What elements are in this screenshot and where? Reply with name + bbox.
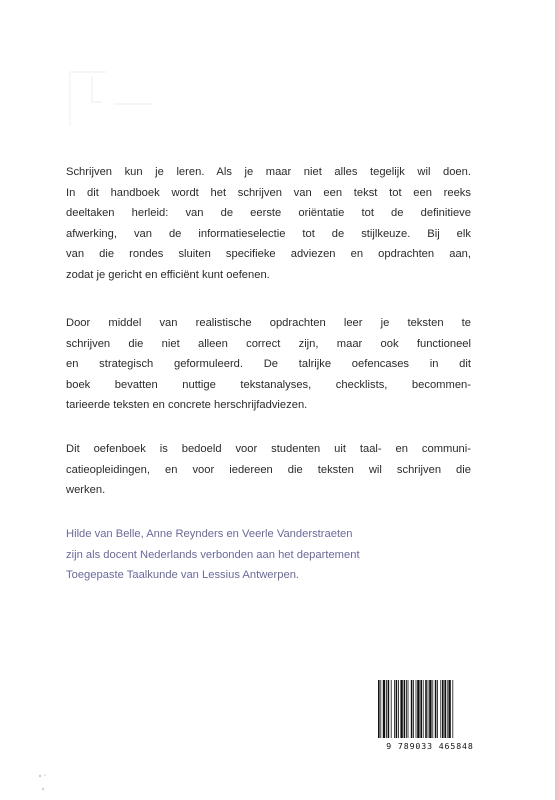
text-line: boek bevatten nuttige tekstanalyses, checklists, becommen- <box>66 378 471 391</box>
barcode-bar <box>452 680 453 738</box>
barcode-bar <box>435 680 437 738</box>
isbn-number: 9 789033 465848 <box>386 741 474 751</box>
text-line: afwerking, van de informatieselectie tot de stijlkeuze. Bij elk <box>66 227 471 240</box>
barcode-bar <box>423 680 424 738</box>
barcode-bar <box>416 680 417 738</box>
barcode-bar <box>386 680 387 738</box>
author-bio <box>66 524 471 586</box>
text-line: In dit handboek wordt het schrijven van een tekst tot een reeks <box>66 186 471 199</box>
barcode-bar <box>428 680 429 738</box>
barcode-bar <box>420 680 422 738</box>
barcode-bar <box>391 680 392 738</box>
author-line: zijn als docent Nederlands verbonden aan het departement <box>66 548 360 561</box>
method-paragraph <box>66 313 471 416</box>
text-line: Door middel van realistische opdrachten leer je teksten te <box>66 317 471 329</box>
barcode-bar <box>383 680 385 738</box>
barcode-bar <box>437 680 438 738</box>
barcode-bar <box>411 680 413 738</box>
barcode-bar <box>408 680 409 738</box>
print-specks <box>34 770 54 794</box>
barcode-bar <box>398 680 399 738</box>
text-line: en strategisch geformuleerd. De talrijke oefencases in dit <box>66 358 471 370</box>
text-line: van die rondes sluiten specifieke adviezen en opdrachten aan, <box>66 248 471 260</box>
barcode-bar <box>406 680 407 738</box>
barcode-bar <box>380 680 381 738</box>
barcode-bar <box>417 680 419 738</box>
barcode-bar <box>425 680 427 738</box>
text-line: schrijven die niet alleen correct zijn, maar ook functioneel <box>66 337 471 350</box>
barcode-bar <box>394 680 395 738</box>
barcode-bar <box>396 680 398 738</box>
barcode-bar <box>378 680 380 738</box>
author-line: Hilde van Belle, Anne Reynders en Veerle Vanderstraeten <box>66 528 353 540</box>
text-line: werken. <box>66 484 106 496</box>
barcode-bar <box>448 680 450 738</box>
text-line: tarieerde teksten en concrete herschrijfadviezen. <box>66 399 308 411</box>
author-line: Toegepaste Taalkunde van Lessius Antwerpen. <box>66 569 300 581</box>
barcode-bar <box>404 680 406 738</box>
barcode-bar <box>444 680 446 738</box>
text-line: catieopleidingen, en voor iedereen die teksten wil schrijven die <box>66 463 471 476</box>
barcode-bar <box>413 680 414 738</box>
audience-paragraph <box>66 439 471 501</box>
barcode-bar <box>429 680 431 738</box>
barcode-bars <box>376 680 484 740</box>
barcode-bar <box>440 680 441 738</box>
barcode-bar <box>432 680 433 738</box>
barcode-bar <box>442 680 444 738</box>
text-line: deeltaken herleid: van de eerste oriëntatie tot de definitieve <box>66 207 471 219</box>
intro-paragraph <box>66 162 471 285</box>
publisher-logo-ghost <box>66 68 156 130</box>
text-line: Schrijven kun je leren. Als je maar niet alles tegelijk wil doen. <box>66 166 471 178</box>
barcode-bar <box>388 680 390 738</box>
barcode-bar <box>447 680 448 738</box>
text-line: Dit oefenboek is bedoeld voor studenten uit taal- en communi- <box>66 443 471 455</box>
barcode-bar <box>400 680 402 738</box>
text-line: zodat je gericht en efficiënt kunt oefenen. <box>66 268 270 281</box>
